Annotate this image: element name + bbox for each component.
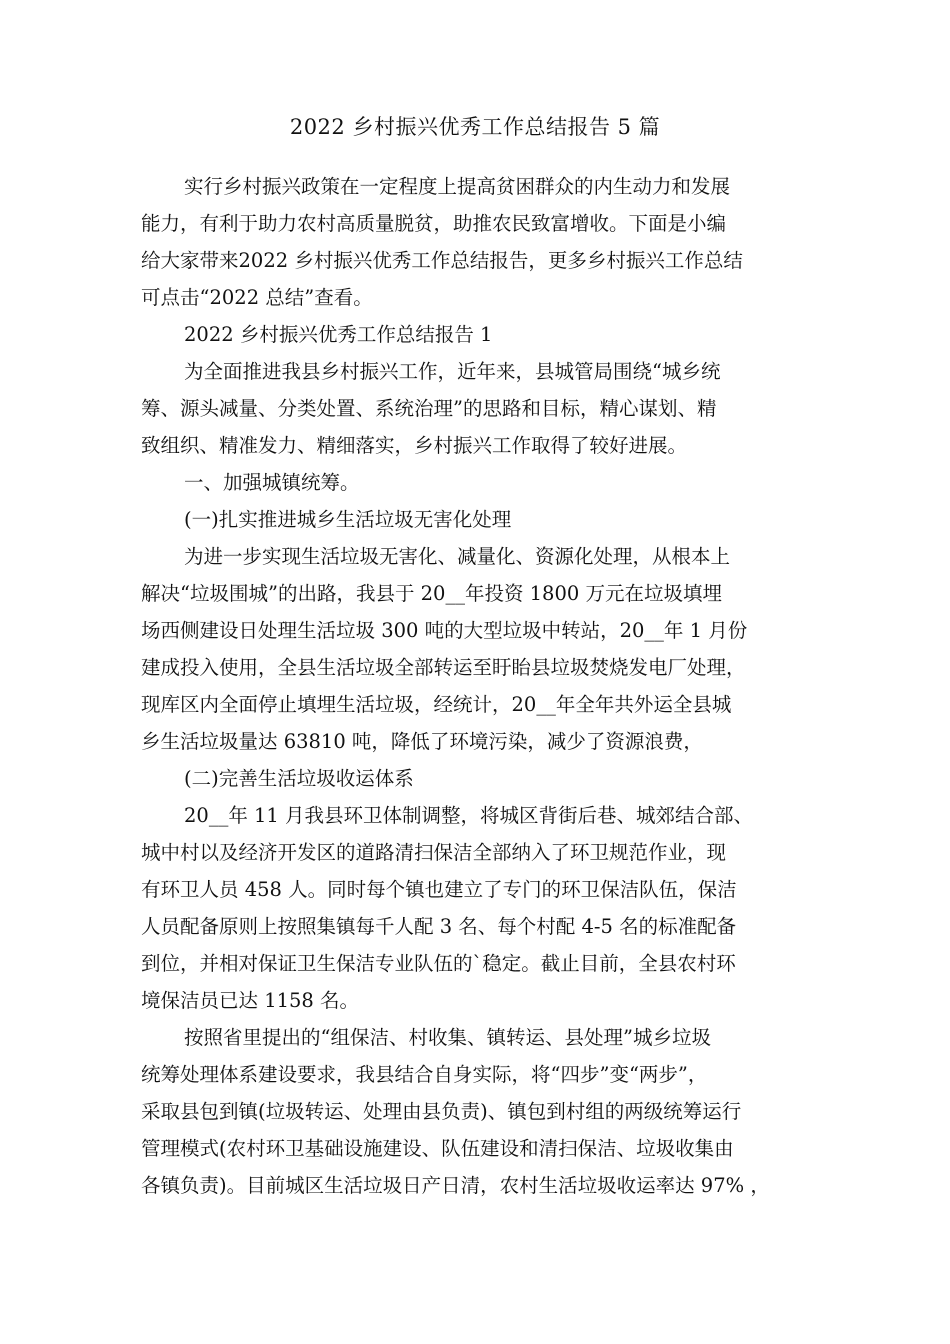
paragraph-line: 管理模式(农村环卫基础设施建设、队伍建设和清扫保洁、垃圾收集由 — [141, 1137, 734, 1160]
paragraph-line: (一)扎实推进城乡生活垃圾无害化处理 — [184, 508, 512, 531]
paragraph-line: 各镇负责)。目前城区生活垃圾日产日清，农村生活垃圾收运率达 97% ， — [141, 1174, 770, 1197]
paragraph-line: 为进一步实现生活垃圾无害化、减量化、资源化处理，从根本上 — [184, 545, 731, 568]
paragraph-line: 致组织、精准发力、精细落实，乡村振兴工作取得了较好进展。 — [141, 434, 688, 457]
paragraph-line: 为全面推进我县乡村振兴工作，近年来，县城管局围绕“城乡统 — [184, 360, 721, 383]
paragraph-line: 筹、源头减量、分类处置、系统治理”的思路和目标，精心谋划、精 — [141, 397, 717, 420]
document-body — [141, 168, 813, 1204]
paragraph-line: 场西侧建设日处理生活垃圾 300 吨的大型垃圾中转站，20__年 1 月份 — [141, 619, 748, 642]
paragraph-line: 采取县包到镇(垃圾转运、处理由县负责)、镇包到村组的两级统筹运行 — [141, 1100, 742, 1123]
paragraph-line: 人员配备原则上按照集镇每千人配 3 名、每个村配 4-5 名的标准配备 — [141, 915, 737, 938]
paragraph-line: 20__年 11 月我县环卫体制调整，将城区背街后巷、城郊结合部、 — [184, 804, 754, 827]
paragraph-line: 统筹处理体系建设要求，我县结合自身实际，将“四步”变“两步”， — [141, 1063, 708, 1086]
paragraph-line: 一、加强城镇统筹。 — [184, 471, 360, 494]
document-title: 2022 乡村振兴优秀工作总结报告 5 篇 — [289, 115, 661, 139]
paragraph-line: 境保洁员已达 1158 名。 — [141, 989, 360, 1012]
paragraph-line: 现库区内全面停止填埋生活垃圾，经统计，20__年全年共外运全县城 — [141, 693, 732, 716]
paragraph-line: 给大家带来2022 乡村振兴优秀工作总结报告，更多乡村振兴工作总结 — [141, 249, 743, 272]
paragraph-line: 城中村以及经济开发区的道路清扫保洁全部纳入了环卫规范作业，现 — [141, 841, 727, 864]
paragraph-line: 按照省里提出的“组保洁、村收集、镇转运、县处理”城乡垃圾 — [184, 1026, 711, 1049]
paragraph-line: 有环卫人员 458 人。同时每个镇也建立了专门的环卫保洁队伍，保洁 — [141, 878, 737, 901]
paragraph-line: (二)完善生活垃圾收运体系 — [184, 767, 414, 790]
paragraph-line: 建成投入使用，全县生活垃圾全部转运至盱眙县垃圾焚烧发电厂处理， — [141, 656, 746, 679]
paragraph-line: 到位，并相对保证卫生保洁专业队伍的`稳定。截止目前，全县农村环 — [141, 952, 736, 975]
paragraph-line: 解决“垃圾围城”的出路，我县于 20__年投资 1800 万元在垃圾填埋 — [141, 582, 722, 605]
paragraph-line: 2022 乡村振兴优秀工作总结报告 1 — [184, 323, 493, 346]
paragraph-line: 乡生活垃圾量达 63810 吨，降低了环境污染，减少了资源浪费， — [141, 730, 703, 753]
paragraph-line: 实行乡村振兴政策在一定程度上提高贫困群众的内生动力和发展 — [184, 175, 731, 198]
paragraph-line: 能力，有利于助力农村高质量脱贫，助推农民致富增收。下面是小编 — [141, 212, 727, 235]
paragraph-line: 可点击“2022 总结”查看。 — [141, 286, 373, 309]
